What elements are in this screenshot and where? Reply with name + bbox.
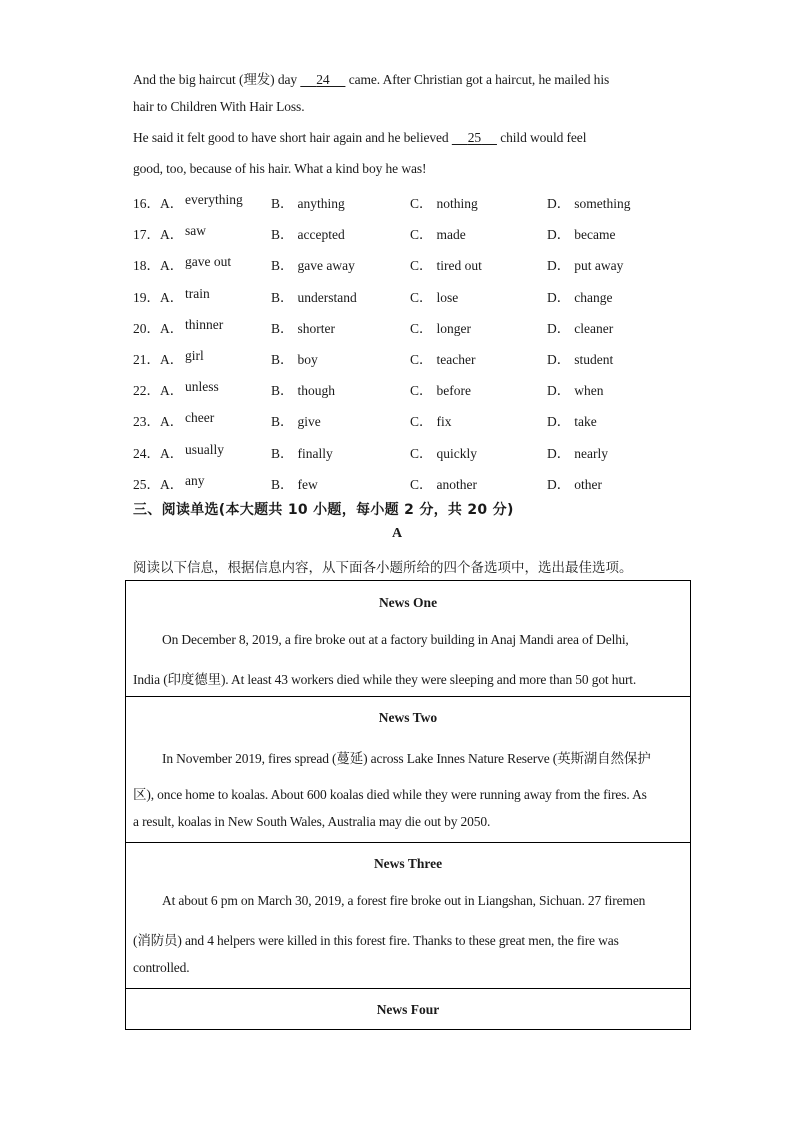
option-d [547, 192, 631, 212]
option-c [410, 442, 477, 462]
option-letter: D． [547, 196, 571, 211]
news-text-line: controlled. [133, 960, 190, 975]
option-d [547, 223, 615, 243]
option-text: made [436, 227, 466, 243]
option-text: accepted [297, 227, 345, 243]
question-row [133, 192, 693, 210]
option-text: shorter [297, 320, 336, 336]
news-text-line: 区), once home to koalas. About 600 koalas died while they were running away from the fires. As [133, 787, 647, 802]
section-title: 三、阅读单选(本大题共 10 小题，每小题 2 分，共 20 分) [133, 502, 514, 518]
option-b [271, 286, 357, 306]
passage-line-1 [133, 68, 609, 88]
option-text: give [297, 414, 321, 430]
option-letter: C． [410, 258, 433, 274]
option-a: cheer [185, 410, 215, 426]
option-text: understand [297, 289, 357, 305]
option-text: nearly [574, 445, 608, 461]
question-row [133, 379, 693, 397]
question-number: 23．A． [133, 414, 184, 430]
option-text: became [574, 227, 616, 243]
option-c [410, 223, 466, 243]
news-text-line: (消防员) and 4 helpers were killed in this forest fire. Thanks to these great men, the fire was [133, 933, 619, 948]
option-letter: C． [410, 383, 433, 399]
option-letter: B． [271, 476, 294, 492]
question-number: 24．A． [133, 445, 184, 461]
news-cell [126, 842, 690, 989]
option-text: other [574, 476, 602, 492]
option-a: unless [185, 379, 219, 395]
option-b [271, 254, 355, 274]
option-text: student [574, 352, 614, 367]
option-letter: D． [547, 258, 571, 274]
option-letter: B． [271, 352, 294, 367]
option-b [271, 223, 345, 243]
option-text: something [574, 196, 631, 211]
option-b [271, 442, 333, 462]
news-table [125, 580, 691, 1030]
option-a: thinner [185, 316, 224, 332]
option-letter: B． [271, 289, 294, 305]
passage-text: And the big haircut (理发) day [133, 72, 301, 87]
option-letter: D． [547, 289, 571, 305]
option-letter: B． [271, 227, 294, 243]
option-letter: D． [547, 352, 571, 367]
question-number: 16．A． [133, 196, 184, 211]
option-d [547, 348, 613, 368]
passage-text: came. After Christian got a haircut, he mailed his [345, 72, 610, 87]
option-c [410, 317, 471, 337]
question-number: 18．A． [133, 258, 184, 274]
option-text: change [574, 289, 613, 305]
question-row [133, 410, 693, 428]
option-d [547, 286, 612, 306]
option-d [547, 442, 608, 462]
option-letter: C． [410, 414, 433, 430]
option-letter: C． [410, 196, 433, 211]
question-row [133, 317, 693, 335]
option-c [410, 473, 477, 493]
option-a: any [185, 472, 205, 488]
news-cell [126, 696, 690, 843]
option-a: gave out [185, 254, 232, 270]
option-c [410, 192, 478, 212]
passage-letter: A [391, 526, 403, 541]
option-a: girl [185, 348, 204, 363]
option-text: teacher [436, 352, 476, 367]
option-text: cleaner [574, 320, 614, 336]
question-number: 19．A． [133, 289, 184, 305]
instruction-text: 阅读以下信息，根据信息内容，从下面各小题所给的四个备选项中，选出最佳选项。 [133, 560, 633, 576]
option-letter: C． [410, 445, 433, 461]
option-text: boy [297, 352, 318, 367]
question-row [133, 442, 693, 460]
option-text: quickly [436, 445, 478, 461]
question-number: 21．A． [133, 352, 184, 367]
option-text: put away [574, 258, 624, 274]
option-d [547, 254, 623, 274]
option-letter: D． [547, 383, 571, 399]
passage-line-3 [133, 130, 586, 146]
question-number: 20．A． [133, 320, 184, 336]
news-text-line: At about 6 pm on March 30, 2019, a forest fire broke out in Liangshan, Sichuan. 27 firemen [162, 893, 646, 908]
option-text: tired out [436, 258, 482, 274]
option-c [410, 410, 452, 430]
passage-line-4: good, too, because of his hair. What a kind boy he was! [133, 161, 427, 176]
option-letter: D． [547, 476, 571, 492]
option-a: train [185, 285, 210, 301]
option-b [271, 379, 335, 399]
question-row [133, 348, 693, 366]
question-row [133, 286, 693, 304]
option-letter: D． [547, 414, 571, 430]
option-text: when [574, 383, 604, 399]
option-letter: C． [410, 227, 433, 243]
news-title: News One [378, 595, 438, 610]
question-row [133, 254, 693, 272]
option-c [410, 379, 471, 399]
option-text: another [436, 476, 477, 492]
news-text-line: India (印度德里). At least 43 workers died while they were sleeping and more than 50 got hurt. [133, 672, 637, 687]
option-a: everything [185, 192, 243, 207]
news-text-line: In November 2019, fires spread (蔓延) across Lake Innes Nature Reserve (英斯湖自然保护 [162, 751, 651, 766]
option-letter: B． [271, 414, 294, 430]
option-letter: C． [410, 289, 433, 305]
option-a: usually [185, 441, 224, 457]
option-letter: B． [271, 445, 294, 461]
option-b [271, 192, 345, 212]
option-d [547, 410, 597, 430]
news-title: News Four [376, 1002, 440, 1017]
question-number: 22．A． [133, 383, 184, 399]
option-d [547, 473, 602, 493]
blank-24: 24 [316, 72, 330, 87]
question-row [133, 473, 693, 491]
option-c [410, 286, 458, 306]
passage-text: child would feel [496, 130, 587, 145]
option-letter: B． [271, 258, 294, 274]
option-a: saw [185, 223, 206, 239]
option-text: before [436, 383, 471, 399]
option-letter: B． [271, 383, 294, 399]
option-text: few [297, 476, 318, 492]
option-text: gave away [297, 258, 355, 274]
news-title: News Two [378, 710, 438, 725]
news-text-line: a result, koalas in New South Wales, Australia may die out by 2050. [133, 814, 491, 829]
option-letter: C． [410, 352, 433, 367]
option-b [271, 348, 318, 368]
option-d [547, 317, 613, 337]
option-b [271, 410, 321, 430]
question-number: 17．A． [133, 227, 184, 243]
option-c [410, 254, 482, 274]
option-b [271, 473, 318, 493]
option-letter: D． [547, 445, 571, 461]
option-text: fix [436, 414, 452, 430]
option-text: finally [297, 445, 333, 461]
option-letter: C． [410, 320, 433, 336]
news-cell [126, 581, 690, 697]
option-text: take [574, 414, 597, 430]
news-title: News Three [373, 856, 443, 871]
passage-text: He said it felt good to have short hair again and he believed [133, 130, 452, 145]
option-letter: B． [271, 196, 294, 211]
option-text: lose [436, 289, 459, 305]
option-c [410, 348, 475, 368]
option-text: though [297, 383, 336, 399]
news-text-line: On December 8, 2019, a fire broke out at a factory building in Anaj Mandi area of Delhi, [162, 632, 629, 647]
option-d [547, 379, 604, 399]
option-letter: B． [271, 320, 294, 336]
blank-25: 25 [467, 130, 482, 145]
option-letter: C． [410, 476, 433, 492]
question-number: 25．A． [133, 476, 184, 492]
option-text: anything [297, 196, 345, 211]
option-letter: D． [547, 320, 571, 336]
option-text: nothing [436, 196, 478, 211]
question-row [133, 223, 693, 241]
option-b [271, 317, 335, 337]
passage-line-2: hair to Children With Hair Loss. [133, 99, 305, 114]
option-letter: D． [547, 227, 571, 243]
news-cell [126, 988, 690, 1029]
option-text: longer [436, 320, 472, 336]
